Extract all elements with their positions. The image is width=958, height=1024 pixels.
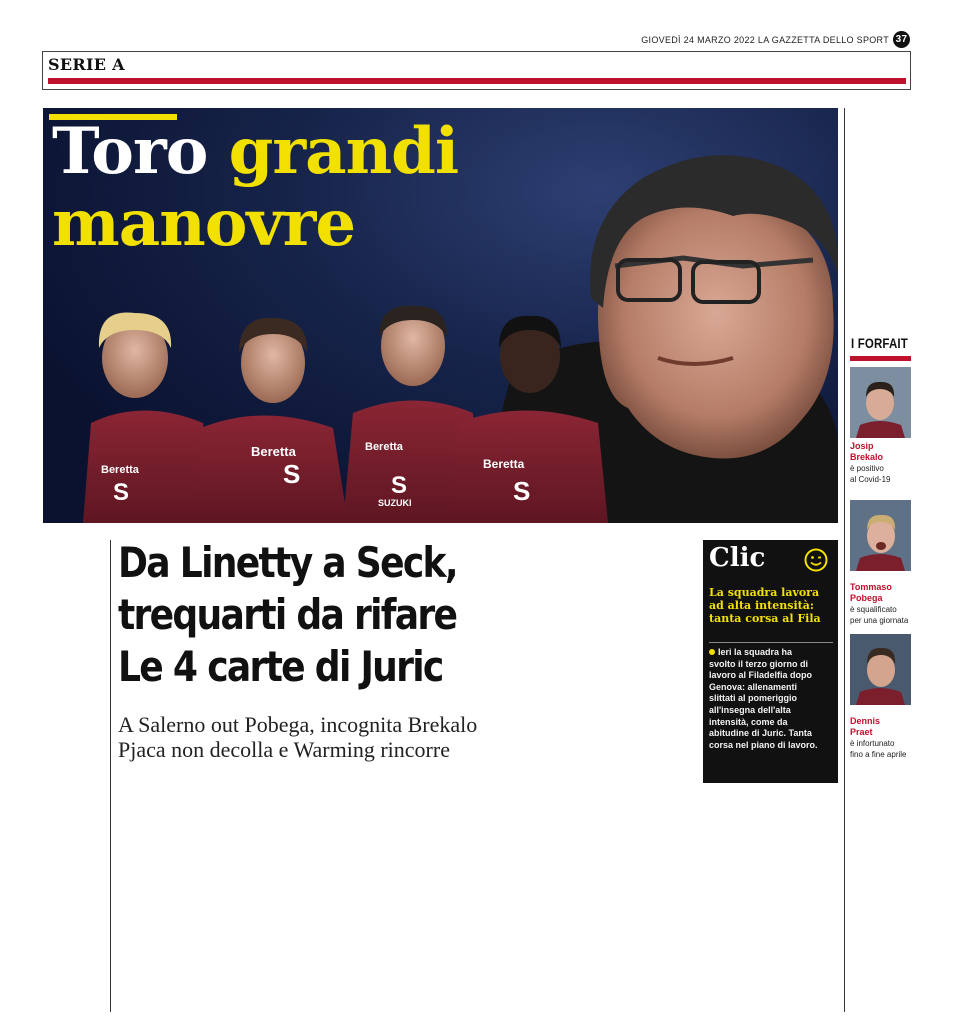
clic-body [709,647,835,751]
section-label: SERIE A [48,55,125,74]
hero-title-word-grandi: grandi [228,114,459,189]
headline-line: trequarti da rifare [118,590,457,639]
player-note-line: fino a fine aprile [850,750,907,759]
player-first-name: Tommaso [850,582,892,592]
player-photo-praet [850,634,911,705]
clic-subtitle-line: ad alta intensità: [709,599,814,612]
article-deck [118,712,678,762]
headline-line: Da Linetty a Seck, [118,538,457,587]
player-first-name: Josip [850,441,874,451]
clic-body-line: slittati al pomeriggio [709,693,798,704]
deck-line: A Salerno out Pobega, incognita Brekalo [118,712,478,737]
section-red-rule [48,78,906,84]
deck-line: Pjaca non decolla e Warming rincorre [118,737,450,762]
headline-line: Le 4 carte di Juric [118,642,443,691]
clic-body-line: all'insegna dell'alta [709,704,791,715]
clic-body-line: intensità, come da [709,716,788,727]
clic-box [703,540,838,783]
clic-body-line: corsa nel piano di lavoro. [709,739,818,750]
svg-text:S: S [113,479,130,506]
hero-title [52,116,458,260]
svg-text:Beretta: Beretta [251,444,296,459]
svg-text:SUZUKI: SUZUKI [378,498,412,508]
svg-text:S: S [391,472,408,499]
player-note-pobega [850,604,930,626]
svg-text:S: S [513,476,531,506]
player-last-name: Pobega [850,593,883,603]
player-last-name: Brekalo [850,452,884,462]
player-last-name: Praet [850,727,873,737]
column-rule-left [110,540,111,1012]
svg-text:S: S [283,459,301,489]
clic-body-line: Genova: allenamenti [709,681,798,692]
section-header-box [42,51,911,90]
svg-text:Beretta: Beretta [101,464,139,476]
clic-title: Clic [709,543,766,573]
bullet-dot-icon [709,649,715,655]
clic-subtitle-line: tanta corsa al Fila [709,612,821,625]
player-name-pobega [850,582,920,604]
wink-smiley-icon [804,548,828,572]
clic-body-line: lavoro al Filadelfia dopo [709,670,813,681]
player-name-praet [850,716,920,738]
svg-text:Beretta: Beretta [483,457,525,471]
folio-text: GIOVEDÌ 24 MARZO 2022 LA GAZZETTA DELLO SPORT [641,34,889,45]
player-note-line: è squalificato [850,605,897,614]
clic-body-line: Ieri la squadra ha [718,647,793,657]
player-note-line: è infortunato [850,739,895,748]
clic-subtitle [709,586,835,625]
clic-body-line: svolto il terzo giorno di [709,658,808,669]
forfait-title: I FORFAIT [851,335,908,351]
forfait-red-rule [850,356,911,361]
clic-subtitle-line: La squadra lavora [709,586,820,599]
player-note-line: è positivo [850,464,884,473]
hero-title-word-manovre: manovre [52,186,356,261]
clic-divider [709,642,833,643]
player-note-brekalo [850,463,930,485]
player-name-brekalo [850,441,920,463]
clic-body-line: abitudine di Juric. Tanta [709,728,812,739]
player-photo-pobega [850,500,911,571]
page-folio [641,31,910,48]
article-headline [118,537,600,693]
player-2 [191,318,348,523]
column-rule-right [844,108,845,1012]
player-note-line: al Covid-19 [850,475,891,484]
svg-text:Beretta: Beretta [365,441,403,453]
player-photo-brekalo [850,367,911,438]
player-note-praet [850,738,930,760]
page-number: 37 [893,31,910,48]
player-first-name: Dennis [850,716,881,726]
hero-title-word-toro: Toro [52,114,208,189]
player-note-line: per una giornata [850,616,909,625]
